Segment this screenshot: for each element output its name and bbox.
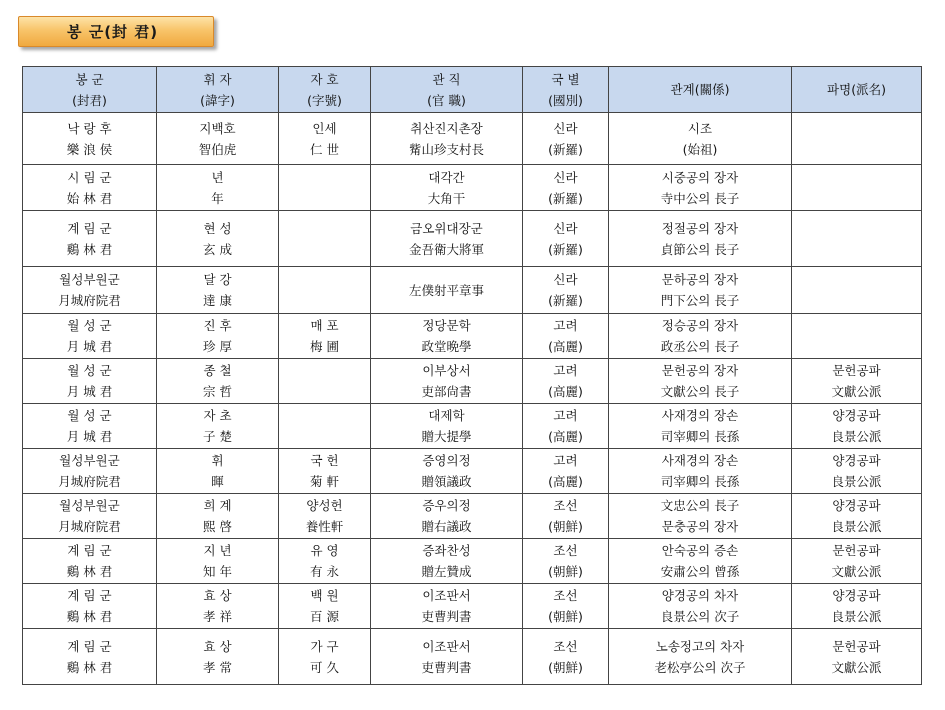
- cell-line: 계 림 군: [67, 543, 112, 558]
- table-row: [23, 211, 922, 267]
- cell-line: (新羅): [548, 293, 583, 308]
- cell-lord-title: [23, 629, 157, 685]
- cell-line: 조선: [553, 588, 578, 603]
- column-header-line: (諱字): [200, 92, 235, 108]
- cell-line: 자 초: [203, 408, 232, 423]
- cell-line: 정절공의 장자: [661, 220, 739, 236]
- cell-line: 珍 厚: [203, 339, 232, 354]
- cell-office: [371, 494, 523, 539]
- column-header-office: [371, 67, 523, 113]
- cell-line: 良景公派: [831, 519, 882, 534]
- cell-line: 효 상: [203, 588, 232, 603]
- cell-country: [523, 404, 609, 449]
- section-title: 봉 군(封 君): [67, 23, 159, 41]
- cell-line: 양성헌: [306, 498, 343, 513]
- column-header-line: 관계(關係): [670, 82, 730, 97]
- cell-line: 정당문학: [422, 318, 471, 333]
- cell-line: 이부상서: [422, 363, 471, 378]
- cell-line: 月城府院君: [58, 293, 121, 308]
- cell-line: 養性軒: [305, 519, 344, 534]
- cell-line: 정승공의 장자: [661, 318, 739, 333]
- cell-line: 暉: [211, 474, 224, 489]
- cell-given-name: [157, 584, 279, 629]
- cell-line: 贈領議政: [421, 474, 472, 489]
- cell-line: 노송정고의 차자: [655, 638, 745, 654]
- cell-line: 吏曹判書: [421, 659, 472, 675]
- column-header-line: 봉 군: [75, 71, 104, 87]
- cell-line: 월성부원군: [59, 453, 120, 468]
- column-header-line: 파명(派名): [827, 82, 886, 97]
- cell-relation: [609, 267, 792, 314]
- cell-line: 寺中公의 長子: [660, 190, 740, 206]
- cell-pen-name: [279, 211, 371, 267]
- cell-office: [371, 539, 523, 584]
- table-row: [23, 359, 922, 404]
- cell-line: 대각간: [428, 169, 465, 185]
- cell-line: 老松亭公의 次子: [654, 659, 746, 675]
- cell-country: [523, 165, 609, 211]
- cell-country: [523, 539, 609, 584]
- cell-line: 효 상: [203, 638, 232, 654]
- cell-line: 梅 圃: [310, 339, 339, 354]
- cell-line: 계 림 군: [67, 220, 112, 236]
- table-body: [23, 113, 922, 685]
- cell-lord-title: [23, 584, 157, 629]
- column-header-line: 국 별: [551, 71, 580, 87]
- cell-line: 文忠公의 長子: [660, 498, 740, 513]
- cell-line: 安肅公의 曾孫: [660, 564, 740, 579]
- cell-line: 良景公派: [831, 429, 882, 444]
- column-header-line: (封君): [72, 92, 107, 108]
- cell-relation: [609, 211, 792, 267]
- cell-line: 玄 成: [203, 241, 232, 257]
- cell-relation: [609, 449, 792, 494]
- cell-line: 月城府院君: [58, 474, 121, 489]
- cell-line: 신라: [553, 272, 578, 287]
- table-row: [23, 165, 922, 211]
- cell-line: 門下公의 長子: [660, 293, 740, 308]
- cell-line: 月城府院君: [58, 519, 121, 534]
- cell-lord-title: [23, 404, 157, 449]
- cell-line: (朝鮮): [548, 609, 583, 624]
- cell-line: 진 후: [203, 318, 232, 333]
- cell-line: (高麗): [548, 384, 583, 399]
- cell-pen-name: [279, 113, 371, 165]
- table-row: [23, 449, 922, 494]
- cell-office: [371, 449, 523, 494]
- cell-line: 인세: [312, 120, 337, 136]
- cell-line: (新羅): [548, 190, 583, 206]
- cell-line: 菊 軒: [310, 474, 339, 489]
- cell-line: 文獻公派: [831, 564, 882, 579]
- cell-office: [371, 359, 523, 404]
- cell-line: 左僕射平章事: [408, 282, 484, 298]
- cell-line: 文獻公의 長子: [660, 384, 740, 399]
- cell-line: 사재경의 장손: [661, 408, 739, 423]
- cell-pen-name: [279, 314, 371, 359]
- cell-branch: [792, 314, 922, 359]
- cell-lord-title: [23, 314, 157, 359]
- cell-line: 司宰卿의 長孫: [660, 429, 740, 444]
- cell-line: 지 년: [203, 543, 232, 558]
- cell-relation: [609, 539, 792, 584]
- cell-branch: [792, 359, 922, 404]
- cell-line: 貞節公의 長子: [660, 241, 740, 257]
- cell-line: 사재경의 장손: [661, 453, 739, 468]
- cell-line: 안숙공의 증손: [661, 543, 739, 558]
- cell-line: 百 源: [310, 609, 339, 624]
- cell-country: [523, 629, 609, 685]
- table-row: [23, 629, 922, 685]
- cell-line: 유 영: [310, 543, 339, 558]
- cell-pen-name: [279, 404, 371, 449]
- clan-lord-table: [22, 66, 922, 685]
- cell-line: 知 年: [203, 564, 232, 579]
- table-row: [23, 267, 922, 314]
- cell-line: 월 성 군: [67, 318, 112, 333]
- cell-lord-title: [23, 359, 157, 404]
- cell-line: 시중공의 장자: [661, 169, 739, 185]
- cell-line: 양경공파: [832, 498, 881, 513]
- cell-line: 달 강: [203, 272, 232, 287]
- cell-line: (始祖): [682, 141, 718, 157]
- cell-line: 문헌공파: [832, 543, 881, 558]
- section-title-badge: [18, 16, 214, 47]
- cell-line: 대제학: [428, 408, 465, 423]
- cell-lord-title: [23, 165, 157, 211]
- cell-line: 仁 世: [310, 141, 339, 157]
- cell-line: 종 철: [203, 363, 232, 378]
- cell-pen-name: [279, 494, 371, 539]
- cell-line: (新羅): [548, 241, 583, 257]
- cell-branch: [792, 494, 922, 539]
- cell-line: 智伯虎: [198, 141, 237, 157]
- cell-line: 宗 哲: [203, 384, 232, 399]
- cell-line: 이조판서: [422, 588, 471, 603]
- cell-line: 조선: [553, 543, 578, 558]
- cell-given-name: [157, 449, 279, 494]
- cell-pen-name: [279, 584, 371, 629]
- cell-branch: [792, 267, 922, 314]
- cell-line: 문헌공의 장자: [661, 363, 739, 378]
- cell-given-name: [157, 211, 279, 267]
- cell-line: 고려: [553, 453, 578, 468]
- cell-line: 有 永: [310, 564, 339, 579]
- cell-line: 신라: [553, 120, 578, 136]
- column-header-given-name: [157, 67, 279, 113]
- cell-line: 국 헌: [310, 453, 339, 468]
- column-header-line: (官 職): [427, 92, 466, 108]
- cell-line: 吏曹判書: [421, 609, 472, 624]
- cell-line: 月 城 君: [66, 429, 113, 444]
- table-row: [23, 539, 922, 584]
- column-header-branch: [792, 67, 922, 113]
- cell-line: 희 계: [203, 498, 232, 513]
- cell-country: [523, 494, 609, 539]
- cell-line: 매 포: [310, 318, 339, 333]
- cell-branch: [792, 165, 922, 211]
- cell-branch: [792, 404, 922, 449]
- cell-given-name: [157, 165, 279, 211]
- cell-given-name: [157, 494, 279, 539]
- cell-line: 계 림 군: [67, 588, 112, 603]
- cell-country: [523, 584, 609, 629]
- cell-relation: [609, 113, 792, 165]
- cell-relation: [609, 314, 792, 359]
- cell-lord-title: [23, 494, 157, 539]
- cell-given-name: [157, 359, 279, 404]
- cell-line: 鷄 林 君: [66, 564, 113, 579]
- cell-line: 양경공파: [832, 588, 881, 603]
- cell-line: (高麗): [548, 429, 583, 444]
- cell-line: 문헌공파: [832, 638, 881, 654]
- cell-country: [523, 449, 609, 494]
- cell-line: (朝鮮): [548, 564, 583, 579]
- cell-line: 현 성: [203, 220, 232, 236]
- cell-line: 熙 啓: [203, 519, 232, 534]
- cell-line: 고려: [553, 408, 578, 423]
- cell-line: (高麗): [548, 474, 583, 489]
- cell-line: 達 康: [203, 293, 232, 308]
- cell-line: 월 성 군: [67, 363, 112, 378]
- cell-line: 시조: [687, 120, 713, 136]
- column-header-line: (國別): [548, 92, 583, 108]
- cell-office: [371, 314, 523, 359]
- cell-line: 良景公派: [831, 474, 882, 489]
- cell-line: 鷄 林 君: [66, 241, 113, 257]
- cell-line: 贈大提學: [421, 429, 472, 444]
- cell-line: 孝 常: [203, 659, 232, 675]
- cell-lord-title: [23, 267, 157, 314]
- cell-line: 金吾衛大將軍: [408, 241, 484, 257]
- cell-lord-title: [23, 449, 157, 494]
- cell-line: 취산진지촌장: [410, 120, 483, 136]
- table-row: [23, 404, 922, 449]
- cell-line: 금오위대장군: [410, 220, 483, 236]
- cell-country: [523, 113, 609, 165]
- cell-branch: [792, 449, 922, 494]
- cell-line: 증우의정: [422, 498, 471, 513]
- cell-line: 년: [211, 169, 224, 185]
- cell-line: 良景公의 次子: [660, 609, 740, 624]
- cell-line: 문헌공파: [832, 363, 881, 378]
- column-header-country: [523, 67, 609, 113]
- cell-line: 백 원: [310, 588, 339, 603]
- cell-line: 지백호: [199, 120, 236, 136]
- cell-pen-name: [279, 165, 371, 211]
- cell-line: 양경공파: [832, 408, 881, 423]
- table-row: [23, 584, 922, 629]
- cell-given-name: [157, 267, 279, 314]
- cell-line: 낙 랑 후: [67, 120, 112, 136]
- cell-line: 문하공의 장자: [661, 272, 739, 287]
- cell-line: 子 楚: [203, 429, 232, 444]
- cell-line: 吏部尙書: [421, 384, 472, 399]
- cell-office: [371, 113, 523, 165]
- cell-line: 孝 祥: [203, 609, 232, 624]
- cell-line: 문충공의 장자: [661, 519, 739, 534]
- cell-line: 可 久: [310, 659, 339, 675]
- cell-given-name: [157, 629, 279, 685]
- cell-line: 良景公派: [831, 609, 882, 624]
- column-header-line: 자 호: [310, 71, 339, 87]
- cell-line: 觜山珍支村長: [408, 141, 484, 157]
- cell-office: [371, 267, 523, 314]
- cell-branch: [792, 113, 922, 165]
- cell-pen-name: [279, 629, 371, 685]
- cell-line: 贈左贊成: [421, 564, 472, 579]
- cell-country: [523, 211, 609, 267]
- cell-branch: [792, 629, 922, 685]
- cell-line: 조선: [553, 638, 578, 654]
- cell-relation: [609, 404, 792, 449]
- cell-given-name: [157, 113, 279, 165]
- cell-line: 증좌찬성: [422, 543, 471, 558]
- cell-line: 文獻公派: [831, 659, 882, 675]
- cell-line: 휘: [211, 453, 224, 468]
- cell-given-name: [157, 314, 279, 359]
- cell-line: 양경공의 차자: [661, 588, 739, 603]
- column-header-pen-name: [279, 67, 371, 113]
- cell-line: 年: [211, 190, 224, 206]
- column-header-line: 휘 자: [203, 71, 232, 87]
- cell-line: 鷄 林 君: [66, 609, 113, 624]
- column-header-line: (字號): [307, 92, 342, 108]
- cell-line: 신라: [553, 169, 578, 185]
- cell-relation: [609, 584, 792, 629]
- cell-line: 고려: [553, 363, 578, 378]
- column-header-lord-title: [23, 67, 157, 113]
- table-row: [23, 314, 922, 359]
- cell-office: [371, 165, 523, 211]
- cell-line: 政丞公의 長子: [660, 339, 740, 354]
- cell-line: 계 림 군: [67, 638, 112, 654]
- cell-line: 樂 浪 侯: [66, 141, 113, 157]
- cell-branch: [792, 211, 922, 267]
- cell-line: 贈右議政: [421, 519, 472, 534]
- cell-lord-title: [23, 539, 157, 584]
- cell-line: 이조판서: [422, 638, 471, 654]
- cell-lord-title: [23, 211, 157, 267]
- cell-line: 月 城 君: [66, 339, 113, 354]
- cell-pen-name: [279, 359, 371, 404]
- cell-line: (新羅): [548, 141, 583, 157]
- cell-country: [523, 359, 609, 404]
- cell-relation: [609, 494, 792, 539]
- cell-line: 司宰卿의 長孫: [660, 474, 740, 489]
- cell-pen-name: [279, 267, 371, 314]
- cell-line: 월 성 군: [67, 408, 112, 423]
- cell-line: 大角干: [427, 190, 466, 206]
- cell-line: 고려: [553, 318, 578, 333]
- cell-pen-name: [279, 449, 371, 494]
- cell-line: (朝鮮): [548, 519, 583, 534]
- table-header-row: [23, 67, 922, 113]
- cell-given-name: [157, 404, 279, 449]
- cell-given-name: [157, 539, 279, 584]
- cell-line: 양경공파: [832, 453, 881, 468]
- cell-line: 文獻公派: [831, 384, 882, 399]
- table-row: [23, 494, 922, 539]
- column-header-line: 관 직: [432, 71, 461, 87]
- column-header-relation: [609, 67, 792, 113]
- cell-lord-title: [23, 113, 157, 165]
- cell-line: 가 구: [310, 638, 339, 654]
- cell-relation: [609, 629, 792, 685]
- cell-line: 月 城 君: [66, 384, 113, 399]
- cell-pen-name: [279, 539, 371, 584]
- cell-line: 월성부원군: [59, 272, 120, 287]
- cell-office: [371, 211, 523, 267]
- cell-country: [523, 314, 609, 359]
- cell-line: (朝鮮): [548, 659, 583, 675]
- cell-line: 월성부원군: [59, 498, 120, 513]
- cell-line: 政堂晩學: [421, 339, 472, 354]
- cell-branch: [792, 584, 922, 629]
- table-row: [23, 113, 922, 165]
- cell-line: 신라: [553, 220, 578, 236]
- cell-relation: [609, 359, 792, 404]
- cell-line: 鷄 林 君: [66, 659, 113, 675]
- cell-line: 조선: [553, 498, 578, 513]
- cell-office: [371, 404, 523, 449]
- cell-line: 시 림 군: [67, 169, 112, 185]
- cell-line: (高麗): [548, 339, 583, 354]
- cell-office: [371, 584, 523, 629]
- cell-relation: [609, 165, 792, 211]
- cell-branch: [792, 539, 922, 584]
- cell-country: [523, 267, 609, 314]
- cell-office: [371, 629, 523, 685]
- cell-line: 始 林 君: [66, 190, 113, 206]
- cell-line: 증영의정: [422, 453, 471, 468]
